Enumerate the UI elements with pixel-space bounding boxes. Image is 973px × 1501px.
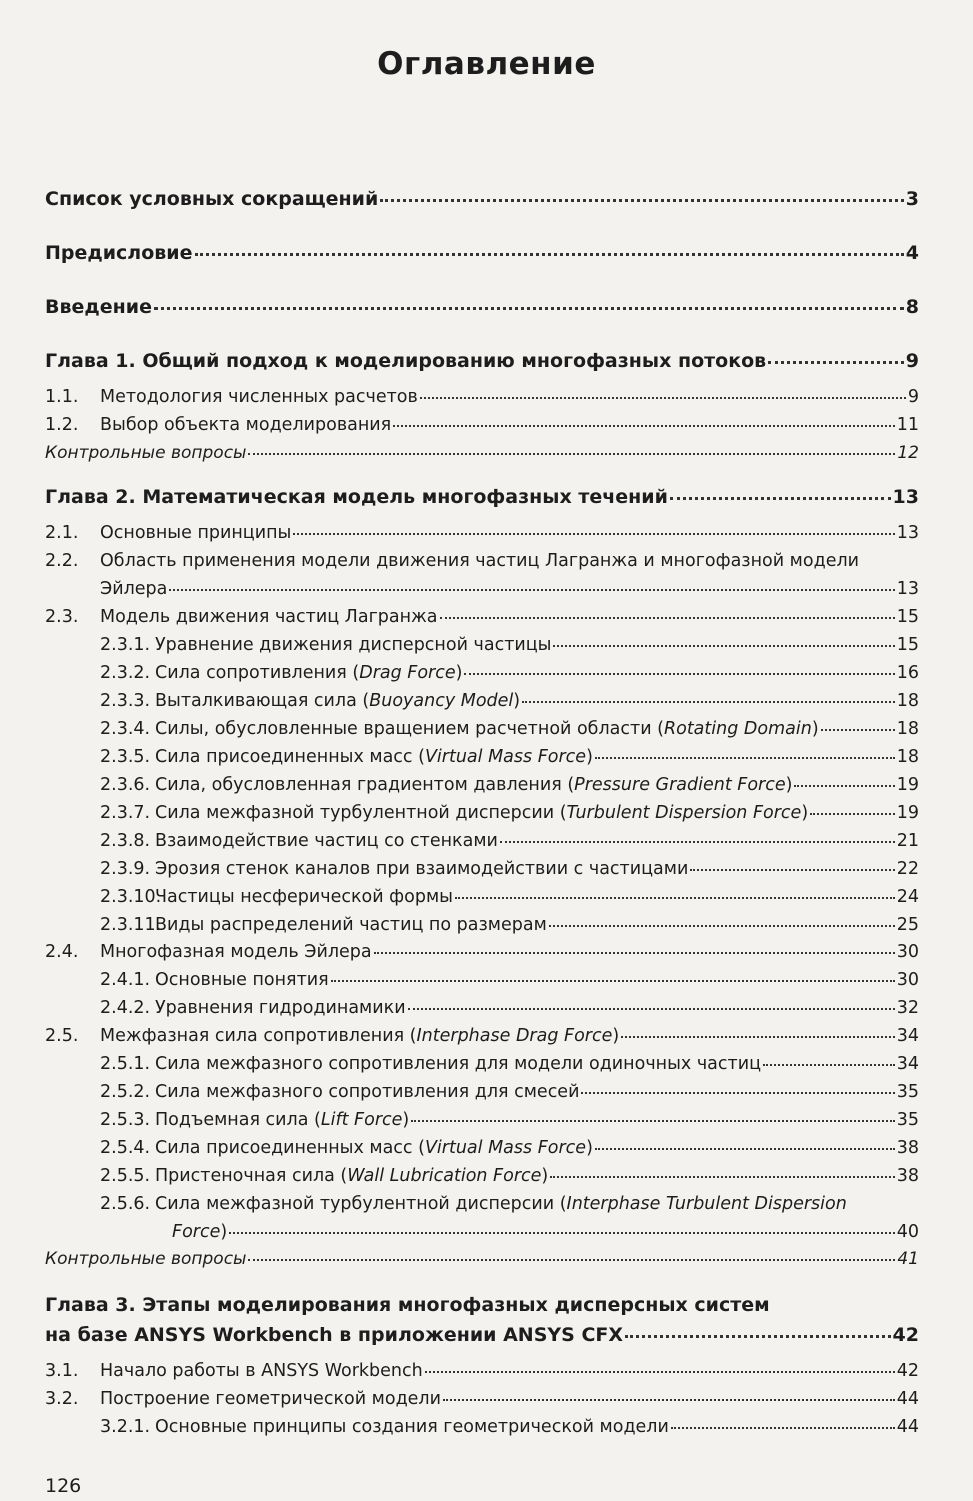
toc-entry-title xyxy=(45,188,378,210)
toc-entry-page: 34 xyxy=(896,1054,919,1074)
toc-entry xyxy=(45,1194,919,1214)
toc-entry xyxy=(45,242,919,264)
toc-entry-page: 24 xyxy=(896,887,919,907)
toc-entry-text: Эрозия стенок каналов при взаимодействии с частицами xyxy=(155,859,689,879)
toc-entry-title xyxy=(155,1138,593,1158)
toc-entry-page: 11 xyxy=(896,415,919,435)
toc-entry xyxy=(45,1054,919,1074)
toc-entry-text: Начало работы в ANSYS Workbench xyxy=(100,1361,423,1381)
toc-entry-term: Virtual Mass Force xyxy=(424,747,587,767)
toc-entry-term: Virtual Mass Force xyxy=(424,1138,587,1158)
toc-entry-text: Методология численных расчетов xyxy=(100,387,418,407)
dot-leader xyxy=(229,1232,895,1234)
toc-entry-text: Основные принципы xyxy=(100,523,292,543)
dot-leader xyxy=(690,869,894,871)
toc-entry-title xyxy=(45,296,152,318)
toc-entry xyxy=(45,1166,919,1186)
toc-entry-term: Pressure Gradient Force xyxy=(574,775,786,795)
toc-entry-text: Контрольные вопросы xyxy=(45,443,247,463)
toc-entry xyxy=(45,443,919,463)
dot-leader xyxy=(408,1008,895,1010)
toc-entry-title xyxy=(155,663,462,683)
dot-leader xyxy=(169,589,894,591)
toc-entry-continuation-text xyxy=(100,579,167,599)
toc-entry-page: 18 xyxy=(896,691,919,711)
dot-leader xyxy=(195,253,904,256)
toc-entry-title xyxy=(155,803,808,823)
toc-entry-text-end: ) xyxy=(801,803,809,823)
toc-entry-page: 3 xyxy=(905,188,919,210)
toc-entry-text: Введение xyxy=(45,296,152,318)
toc-entry-title xyxy=(45,1294,770,1316)
toc-entry xyxy=(45,970,919,990)
dot-leader xyxy=(595,757,895,759)
toc-entry-term: Drag Force xyxy=(359,663,456,683)
toc-entry-number: 2.5. xyxy=(45,1026,79,1046)
toc-entry-number: 2.3.2. xyxy=(100,663,151,683)
toc-entry xyxy=(45,803,919,823)
dot-leader xyxy=(550,1176,894,1178)
toc-entry-page: 42 xyxy=(896,1361,919,1381)
dot-leader xyxy=(293,533,894,535)
toc-entry-title xyxy=(100,1361,423,1381)
dot-leader xyxy=(248,453,895,455)
toc-entry xyxy=(45,1026,919,1046)
toc-entry-page: 44 xyxy=(896,1389,919,1409)
toc-entry-page: 38 xyxy=(896,1138,919,1158)
toc-entry-page: 16 xyxy=(896,663,919,683)
toc-entry-text: Глава 1. Общий подход к моделированию многофазных потоков xyxy=(45,350,767,372)
dot-leader xyxy=(393,425,895,427)
toc-entry-page: 15 xyxy=(896,635,919,655)
toc-entry-page: 32 xyxy=(896,998,919,1018)
dot-leader xyxy=(553,645,894,647)
toc-entry-title xyxy=(155,635,551,655)
toc-entry-term: Interphase Drag Force xyxy=(416,1026,613,1046)
toc-entry-page: 12 xyxy=(897,443,919,463)
toc-entry-continuation-text xyxy=(45,1324,623,1346)
toc-entry-title xyxy=(155,691,520,711)
toc-entry-title xyxy=(155,1417,669,1437)
toc-entry-term: Wall Lubrication Force xyxy=(347,1166,542,1186)
toc-entry-number: 2.5.6. xyxy=(100,1194,151,1214)
toc-entry-title xyxy=(155,1110,409,1130)
toc-entry-number: 2.5.5. xyxy=(100,1166,151,1186)
toc-entry-number: 2.3.7. xyxy=(100,803,151,823)
toc-entry-number: 2.4.2. xyxy=(100,998,151,1018)
toc-entry-number: 1.1. xyxy=(45,387,79,407)
toc-entry-title xyxy=(45,242,193,264)
toc-entry-page: 9 xyxy=(907,387,919,407)
toc-entry-text: Основные принципы создания геометрической модели xyxy=(155,1417,669,1437)
toc-entry-text: Пристеночная сила ( xyxy=(155,1166,348,1186)
toc-entry xyxy=(45,775,919,795)
toc-entry-title xyxy=(100,415,391,435)
toc-entry-text: Список условных сокращений xyxy=(45,188,379,210)
toc-entry-term: Turbulent Dispersion Force xyxy=(566,803,802,823)
toc-entry-page: 21 xyxy=(896,831,919,851)
toc-entry xyxy=(45,1361,919,1381)
toc-entry-page: 4 xyxy=(905,242,919,264)
toc-entry-number: 3.1. xyxy=(45,1361,79,1381)
toc-entry-number: 2.3.5. xyxy=(100,747,151,767)
toc-entry-page: 35 xyxy=(896,1082,919,1102)
dot-leader xyxy=(374,952,895,954)
toc-entry-text: Выталкивающая сила ( xyxy=(155,691,370,711)
page-title: Оглавление xyxy=(377,46,596,82)
toc-entry-text: Сила присоединенных масс ( xyxy=(155,747,425,767)
toc-entry-text: Частицы несферической формы xyxy=(155,887,453,907)
toc-entry xyxy=(45,350,919,372)
toc-entry-text: Сила, обусловленная градиентом давления ( xyxy=(155,775,575,795)
toc-entry-title xyxy=(155,887,453,907)
toc-entry-page: 18 xyxy=(896,719,919,739)
toc-entry-text: Подъемная сила ( xyxy=(155,1110,321,1130)
toc-entry-title xyxy=(155,970,329,990)
dot-leader xyxy=(248,1259,895,1261)
dot-leader xyxy=(464,673,894,675)
toc-entry-number: 2.3.1. xyxy=(100,635,151,655)
toc-entry-number: 2.5.4. xyxy=(100,1138,151,1158)
toc-entry-title xyxy=(155,1082,579,1102)
dot-leader xyxy=(768,361,904,364)
toc-entry-term: Interphase Turbulent Dispersion xyxy=(566,1194,847,1214)
toc-entry-text-end: ) xyxy=(785,775,793,795)
toc-entry xyxy=(45,887,919,907)
toc-entry-cont: Эйлера xyxy=(100,579,168,599)
toc-entry-title xyxy=(45,443,246,463)
dot-leader xyxy=(420,397,906,399)
toc-entry-text: Многофазная модель Эйлера xyxy=(100,942,372,962)
dot-leader xyxy=(443,1399,895,1401)
toc-entry xyxy=(45,859,919,879)
toc-entry-title xyxy=(155,859,688,879)
toc-entry-page: 8 xyxy=(905,296,919,318)
toc-entry-text: Сила межфазной турбулентной дисперсии ( xyxy=(155,803,567,823)
toc-entry xyxy=(45,747,919,767)
toc-entry-number: 2.3.6. xyxy=(100,775,151,795)
toc-entry-number: 2.2. xyxy=(45,551,79,571)
toc-entry-text: Межфазная сила сопротивления ( xyxy=(100,1026,417,1046)
toc-entry-page: 18 xyxy=(896,747,919,767)
toc-entry xyxy=(45,1138,919,1158)
dot-leader xyxy=(581,1092,894,1094)
dot-leader xyxy=(500,841,895,843)
toc-entry-term: Buoyancy Model xyxy=(369,691,514,711)
toc-entry-text: Сила межфазной турбулентной дисперсии ( xyxy=(155,1194,567,1214)
toc-entry xyxy=(45,831,919,851)
toc-entry-page: 44 xyxy=(896,1417,919,1437)
toc-entry-page: 15 xyxy=(896,607,919,627)
toc-entry xyxy=(45,1249,919,1269)
toc-entry-text-end: ) xyxy=(586,1138,593,1158)
toc-entry-text: Силы, обусловленные вращением расчетной области ( xyxy=(155,719,664,739)
toc-entry-title xyxy=(155,831,498,851)
toc-entry-text-end: ) xyxy=(811,719,819,739)
dot-leader xyxy=(154,307,904,310)
toc-entry xyxy=(45,1294,919,1316)
toc-entry-text: Взаимодействие частиц со стенками xyxy=(155,831,498,851)
dot-leader xyxy=(821,729,895,731)
toc-entry-number: 2.3.4. xyxy=(100,719,151,739)
toc-entry-number: 2.3.10. xyxy=(100,887,162,907)
toc-entry-page: 41 xyxy=(897,1249,919,1269)
toc-entry-text: Выбор объекта моделирования xyxy=(100,415,392,435)
toc-entry-text: Сила межфазного сопротивления для смесей xyxy=(155,1082,580,1102)
toc-entry xyxy=(45,998,919,1018)
toc-entry-title xyxy=(155,915,547,935)
toc-entry-text: Модель движения частиц Лагранжа xyxy=(100,607,438,627)
toc-entry-text: Контрольные вопросы xyxy=(45,1249,247,1269)
dot-leader xyxy=(425,1371,895,1373)
toc-entry-page: 30 xyxy=(896,970,919,990)
dot-leader xyxy=(794,785,894,787)
toc-entry-text: Сила сопротивления ( xyxy=(155,663,360,683)
toc-entry xyxy=(45,691,919,711)
dot-leader xyxy=(411,1120,894,1122)
toc-entry-number: 2.3. xyxy=(45,607,79,627)
toc-entry-number: 2.3.3. xyxy=(100,691,151,711)
toc-entry-term: Rotating Domain xyxy=(663,719,812,739)
toc-entry-page: 25 xyxy=(896,915,919,935)
toc-entry-page: 19 xyxy=(896,803,919,823)
toc-entry-text: Глава 2. Математическая модель многофазных течений xyxy=(45,486,668,508)
toc-entry-continuation xyxy=(100,579,919,599)
toc-entry-number: 2.4.1. xyxy=(100,970,151,990)
dot-leader xyxy=(625,1335,891,1338)
toc-entry xyxy=(45,486,919,508)
toc-entry-title xyxy=(100,523,291,543)
toc-entry-text: Область применения модели движения частиц Лагранжа и многофазной модели xyxy=(100,551,860,571)
toc-entry-page: 19 xyxy=(896,775,919,795)
toc-entry xyxy=(45,188,919,210)
toc-entry-continuation xyxy=(45,1324,919,1346)
toc-entry-page: 35 xyxy=(896,1110,919,1130)
dot-leader xyxy=(670,497,891,500)
toc-entry-number: 1.2. xyxy=(45,415,79,435)
toc-entry xyxy=(45,387,919,407)
dot-leader xyxy=(455,897,895,899)
toc-entry-title xyxy=(45,350,766,372)
toc-entry xyxy=(45,296,919,318)
toc-entry-page: 38 xyxy=(896,1166,919,1186)
toc-entry-text: Уравнения гидродинамики xyxy=(155,998,406,1018)
toc-entry-term: Lift Force xyxy=(320,1110,403,1130)
toc-entry-text: Предисловие xyxy=(45,242,193,264)
toc-entry-text-end: ) xyxy=(455,663,463,683)
toc-entry xyxy=(45,1417,919,1437)
toc-entry-number: 2.3.11. xyxy=(100,915,162,935)
toc-entry-number: 3.2.1. xyxy=(100,1417,151,1437)
toc-entry-number: 2.4. xyxy=(45,942,79,962)
toc-entry-title xyxy=(100,1389,441,1409)
toc-entry-page: 9 xyxy=(905,350,919,372)
toc-entry-page: 13 xyxy=(896,579,919,599)
toc-entry xyxy=(45,415,919,435)
toc-entry-number: 2.3.8. xyxy=(100,831,151,851)
toc-entry-page: 13 xyxy=(896,523,919,543)
toc-entry-text: Сила межфазного сопротивления для модели одиночных частиц xyxy=(155,1054,762,1074)
toc-entry-title xyxy=(155,998,406,1018)
toc-entry-text: Уравнение движения дисперсной частицы xyxy=(155,635,552,655)
toc-entry-text-end: ) xyxy=(513,691,521,711)
toc-entry-title xyxy=(45,1249,246,1269)
toc-entry-title xyxy=(155,1054,761,1074)
dot-leader xyxy=(621,1036,895,1038)
toc-entry xyxy=(45,635,919,655)
toc-entry xyxy=(45,719,919,739)
toc-entry-cont-term: Force xyxy=(172,1222,221,1242)
dot-leader xyxy=(810,813,895,815)
toc-entry xyxy=(45,1389,919,1409)
toc-entry xyxy=(45,942,919,962)
toc-entry-text-end: ) xyxy=(586,747,593,767)
toc-entry-text: Глава 3. Этапы моделирования многофазных дисперсных систем xyxy=(45,1294,770,1316)
toc-entry-number: 2.5.3. xyxy=(100,1110,151,1130)
toc-entry-page: 30 xyxy=(896,942,919,962)
toc-entry-text-end: ) xyxy=(541,1166,549,1186)
toc-entry-title xyxy=(100,551,859,571)
dot-leader xyxy=(440,617,895,619)
dot-leader xyxy=(595,1148,895,1150)
toc-entry xyxy=(45,607,919,627)
dot-leader xyxy=(522,701,895,703)
dot-leader xyxy=(331,980,895,982)
toc-entry-title xyxy=(155,747,593,767)
toc-entry-number: 2.3.9. xyxy=(100,859,151,879)
toc-entry-title xyxy=(100,607,438,627)
dot-leader xyxy=(671,1427,895,1429)
toc-entry xyxy=(45,1082,919,1102)
toc-entry-page: 13 xyxy=(892,486,919,508)
toc-entry-text-end: ) xyxy=(612,1026,620,1046)
toc-entry-text: Виды распределений частиц по размерам xyxy=(155,915,547,935)
toc-entry-continuation xyxy=(172,1222,919,1242)
toc-entry xyxy=(45,551,919,571)
toc-entry-title xyxy=(155,1194,847,1214)
toc-entry-title xyxy=(45,486,668,508)
toc-entry-title xyxy=(155,719,819,739)
toc-entry-number: 2.5.2. xyxy=(100,1082,151,1102)
dot-leader xyxy=(549,925,895,927)
toc-entry-text-end: ) xyxy=(402,1110,410,1130)
dot-leader xyxy=(763,1064,895,1066)
toc-entry-text: Построение геометрической модели xyxy=(100,1389,441,1409)
toc-entry-page: 22 xyxy=(896,859,919,879)
toc-entry-page: 34 xyxy=(896,1026,919,1046)
toc-entry-continuation-text xyxy=(172,1222,227,1242)
toc-entry-page: 40 xyxy=(896,1222,919,1242)
toc-entry xyxy=(45,915,919,935)
toc-entry-number: 2.5.1. xyxy=(100,1054,151,1074)
toc-entry-title xyxy=(155,775,792,795)
toc-entry xyxy=(45,1110,919,1130)
toc-entry-text: Основные понятия xyxy=(155,970,329,990)
toc-entry-text: Сила присоединенных масс ( xyxy=(155,1138,425,1158)
toc-entry-title xyxy=(100,387,418,407)
toc-entry-title xyxy=(100,1026,619,1046)
toc-entry-cont-end: ) xyxy=(220,1222,228,1242)
page-number: 126 xyxy=(45,1475,82,1497)
dot-leader xyxy=(380,199,903,202)
toc-entry-cont: на базе ANSYS Workbench в приложении ANSYS CFX xyxy=(45,1324,624,1346)
toc-entry-page: 42 xyxy=(892,1324,919,1346)
toc-entry xyxy=(45,523,919,543)
toc-entry-title xyxy=(100,942,372,962)
toc-entry-number: 3.2. xyxy=(45,1389,79,1409)
toc-entry-title xyxy=(155,1166,548,1186)
toc-entry-number: 2.1. xyxy=(45,523,79,543)
toc-entry xyxy=(45,663,919,683)
